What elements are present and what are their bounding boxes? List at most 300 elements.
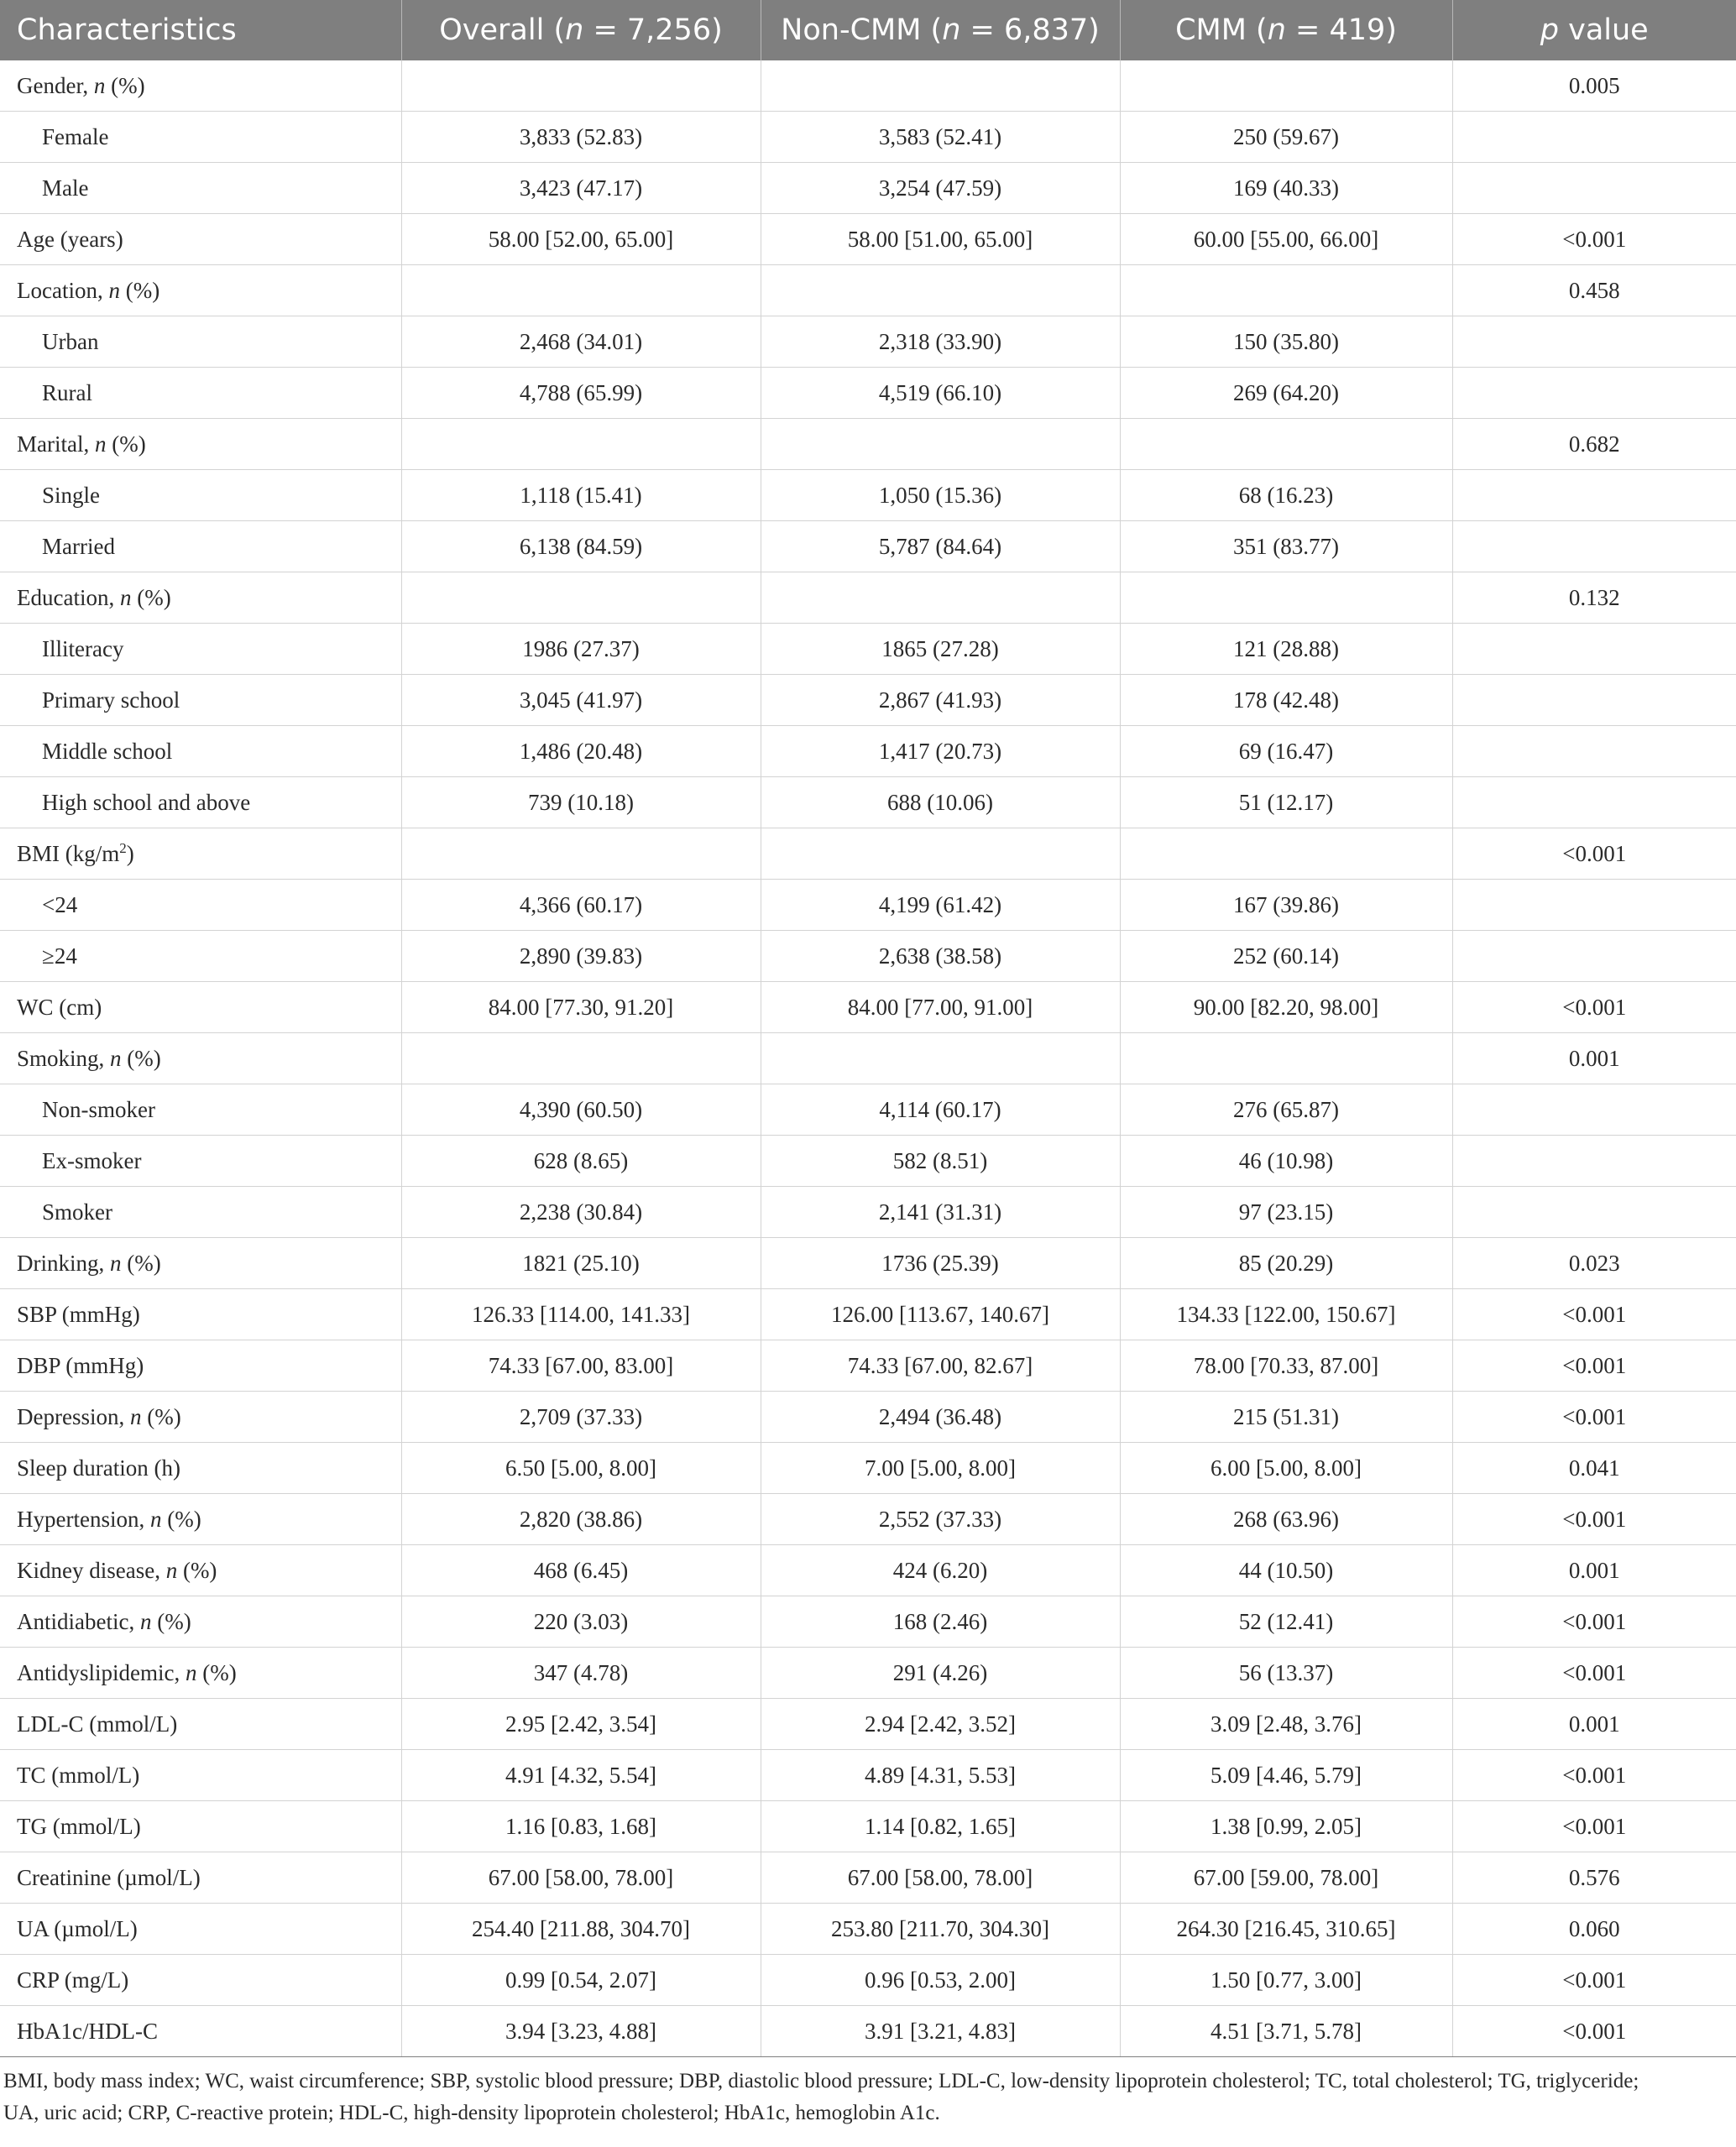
cell-overall: 220 (3.03) xyxy=(401,1596,761,1648)
cell-noncmm: 2,867 (41.93) xyxy=(761,675,1120,726)
row-label xyxy=(0,726,401,777)
cell-cmm: 97 (23.15) xyxy=(1120,1187,1452,1238)
table-row xyxy=(0,112,1736,163)
cell-cmm: 351 (83.77) xyxy=(1120,521,1452,572)
row-label-text: Illiteracy xyxy=(42,635,124,661)
table-row xyxy=(0,931,1736,982)
header-characteristics xyxy=(0,0,401,60)
cell-overall: 1,118 (15.41) xyxy=(401,470,761,521)
row-label xyxy=(0,982,401,1033)
cell-cmm xyxy=(1120,265,1452,316)
footnote-line-1: BMI, body mass index; WC, waist circumference; SBP, systolic blood pressure; DBP, diastolic blood pressure; LDL-C, low-density lipoprotein cholesterol; TC, total cholesterol; TG, triglyceride; xyxy=(3,2070,1639,2092)
cell-cmm: 269 (64.20) xyxy=(1120,368,1452,419)
row-label-text: TG (mmol/L) xyxy=(17,1813,141,1839)
cell-overall xyxy=(401,572,761,624)
cell-cmm: 52 (12.41) xyxy=(1120,1596,1452,1648)
table-row xyxy=(0,1392,1736,1443)
cell-overall: 0.99 [0.54, 2.07] xyxy=(401,1955,761,2006)
cell-overall: 4.91 [4.32, 5.54] xyxy=(401,1750,761,1801)
cell-p-value xyxy=(1452,880,1736,931)
cell-cmm xyxy=(1120,419,1452,470)
row-label xyxy=(0,1955,401,2006)
cell-p-value xyxy=(1452,1187,1736,1238)
row-label-text: Depression, xyxy=(17,1403,130,1429)
table-row xyxy=(0,1904,1736,1955)
table-row xyxy=(0,1494,1736,1545)
row-label xyxy=(0,470,401,521)
row-label-text: Marital, xyxy=(17,431,95,457)
row-label xyxy=(0,1443,401,1494)
row-label xyxy=(0,1494,401,1545)
row-label xyxy=(0,1648,401,1699)
cell-cmm: 121 (28.88) xyxy=(1120,624,1452,675)
cell-p-value xyxy=(1452,726,1736,777)
row-label xyxy=(0,1187,401,1238)
cell-p-value: 0.041 xyxy=(1452,1443,1736,1494)
cell-p-value xyxy=(1452,112,1736,163)
cell-p-value xyxy=(1452,163,1736,214)
row-label-n: n xyxy=(129,1403,142,1429)
cell-cmm: 167 (39.86) xyxy=(1120,880,1452,931)
header-overall-pre: Overall ( xyxy=(439,13,566,47)
cell-p-value: <0.001 xyxy=(1452,1392,1736,1443)
cell-cmm xyxy=(1120,828,1452,880)
header-overall xyxy=(401,0,761,60)
cell-noncmm: 2.94 [2.42, 3.52] xyxy=(761,1699,1120,1750)
table-row xyxy=(0,265,1736,316)
row-label-suffix: ) xyxy=(126,841,134,866)
cell-overall: 2,820 (38.86) xyxy=(401,1494,761,1545)
row-label-text: Location, xyxy=(17,277,109,303)
cell-cmm: 4.51 [3.71, 5.78] xyxy=(1120,2006,1452,2057)
row-label-suffix: (%) xyxy=(177,1557,217,1583)
cell-overall: 628 (8.65) xyxy=(401,1136,761,1187)
cell-p-value: 0.060 xyxy=(1452,1904,1736,1955)
cell-noncmm xyxy=(761,265,1120,316)
row-label xyxy=(0,112,401,163)
cell-p-value xyxy=(1452,1136,1736,1187)
cell-overall: 1986 (27.37) xyxy=(401,624,761,675)
row-label-text: Antidiabetic, xyxy=(17,1608,140,1634)
cell-cmm: 264.30 [216.45, 310.65] xyxy=(1120,1904,1452,1955)
row-label xyxy=(0,777,401,828)
header-noncmm xyxy=(761,0,1120,60)
row-label xyxy=(0,1084,401,1136)
table-row xyxy=(0,368,1736,419)
row-label-text: WC (cm) xyxy=(17,994,102,1020)
row-label-text: HbA1c/HDL-C xyxy=(17,2018,158,2044)
table-row xyxy=(0,1187,1736,1238)
cell-noncmm: 1865 (27.28) xyxy=(761,624,1120,675)
row-label xyxy=(0,931,401,982)
row-label-n: n xyxy=(110,1250,122,1276)
cell-cmm: 56 (13.37) xyxy=(1120,1648,1452,1699)
cell-cmm: 252 (60.14) xyxy=(1120,931,1452,982)
cell-cmm: 78.00 [70.33, 87.00] xyxy=(1120,1340,1452,1392)
row-label xyxy=(0,1852,401,1904)
cell-noncmm xyxy=(761,572,1120,624)
row-label-suffix: (%) xyxy=(105,72,145,98)
cell-cmm xyxy=(1120,1033,1452,1084)
cell-overall xyxy=(401,419,761,470)
table-row xyxy=(0,1136,1736,1187)
cell-p-value: <0.001 xyxy=(1452,1596,1736,1648)
row-label-text: Rural xyxy=(42,379,92,405)
cell-noncmm: 2,638 (38.58) xyxy=(761,931,1120,982)
row-label xyxy=(0,163,401,214)
cell-p-value: 0.682 xyxy=(1452,419,1736,470)
cell-noncmm xyxy=(761,828,1120,880)
row-label-text: Gender, xyxy=(17,72,94,98)
table-row xyxy=(0,1955,1736,2006)
cell-noncmm: 84.00 [77.00, 91.00] xyxy=(761,982,1120,1033)
header-overall-n: n xyxy=(565,13,584,47)
row-label-suffix: (%) xyxy=(196,1659,237,1685)
cell-noncmm: 58.00 [51.00, 65.00] xyxy=(761,214,1120,265)
row-label-text: Antidyslipidemic, xyxy=(17,1659,186,1685)
cell-p-value: <0.001 xyxy=(1452,982,1736,1033)
row-label xyxy=(0,1904,401,1955)
cell-overall: 1.16 [0.83, 1.68] xyxy=(401,1801,761,1852)
table-row xyxy=(0,675,1736,726)
cell-noncmm: 74.33 [67.00, 82.67] xyxy=(761,1340,1120,1392)
cell-noncmm: 582 (8.51) xyxy=(761,1136,1120,1187)
cell-cmm: 169 (40.33) xyxy=(1120,163,1452,214)
table-row xyxy=(0,1801,1736,1852)
table-row xyxy=(0,1545,1736,1596)
cell-noncmm: 5,787 (84.64) xyxy=(761,521,1120,572)
table-row xyxy=(0,521,1736,572)
row-label xyxy=(0,624,401,675)
cell-noncmm: 126.00 [113.67, 140.67] xyxy=(761,1289,1120,1340)
row-label xyxy=(0,1340,401,1392)
table-row xyxy=(0,572,1736,624)
cell-overall: 84.00 [77.30, 91.20] xyxy=(401,982,761,1033)
cell-p-value: 0.001 xyxy=(1452,1545,1736,1596)
table-row xyxy=(0,1033,1736,1084)
cell-overall: 2,709 (37.33) xyxy=(401,1392,761,1443)
cell-cmm: 85 (20.29) xyxy=(1120,1238,1452,1289)
row-label xyxy=(0,1238,401,1289)
cell-overall: 3.94 [3.23, 4.88] xyxy=(401,2006,761,2057)
cell-cmm: 6.00 [5.00, 8.00] xyxy=(1120,1443,1452,1494)
row-label-text: Middle school xyxy=(42,738,173,764)
cell-noncmm: 2,552 (37.33) xyxy=(761,1494,1120,1545)
row-label-text: Kidney disease, xyxy=(17,1557,166,1583)
cell-overall: 347 (4.78) xyxy=(401,1648,761,1699)
row-label xyxy=(0,1136,401,1187)
cell-p-value xyxy=(1452,1084,1736,1136)
table-row xyxy=(0,880,1736,931)
cell-cmm: 69 (16.47) xyxy=(1120,726,1452,777)
cell-p-value: <0.001 xyxy=(1452,1494,1736,1545)
row-label xyxy=(0,1801,401,1852)
table-row xyxy=(0,828,1736,880)
cell-overall: 58.00 [52.00, 65.00] xyxy=(401,214,761,265)
row-label-text: LDL-C (mmol/L) xyxy=(17,1711,178,1737)
cell-p-value: 0.576 xyxy=(1452,1852,1736,1904)
cell-cmm: 44 (10.50) xyxy=(1120,1545,1452,1596)
cell-noncmm: 253.80 [211.70, 304.30] xyxy=(761,1904,1120,1955)
cell-cmm: 134.33 [122.00, 150.67] xyxy=(1120,1289,1452,1340)
row-label-suffix: (%) xyxy=(119,277,160,303)
cell-noncmm: 2,141 (31.31) xyxy=(761,1187,1120,1238)
cell-cmm: 3.09 [2.48, 3.76] xyxy=(1120,1699,1452,1750)
cell-p-value: 0.023 xyxy=(1452,1238,1736,1289)
cell-cmm: 67.00 [59.00, 78.00] xyxy=(1120,1852,1452,1904)
header-cmm xyxy=(1120,0,1452,60)
row-label xyxy=(0,419,401,470)
cell-cmm: 250 (59.67) xyxy=(1120,112,1452,163)
row-label xyxy=(0,1033,401,1084)
row-label-text: SBP (mmHg) xyxy=(17,1301,140,1327)
cell-p-value xyxy=(1452,521,1736,572)
cell-cmm xyxy=(1120,60,1452,112)
cell-p-value: <0.001 xyxy=(1452,1750,1736,1801)
row-label-text: Creatinine (µmol/L) xyxy=(17,1864,201,1890)
cell-cmm: 46 (10.98) xyxy=(1120,1136,1452,1187)
row-label xyxy=(0,1699,401,1750)
row-label-text: Primary school xyxy=(42,687,180,713)
table-row xyxy=(0,2006,1736,2057)
row-label xyxy=(0,1289,401,1340)
cell-overall: 1821 (25.10) xyxy=(401,1238,761,1289)
row-label-suffix: (%) xyxy=(151,1608,191,1634)
cell-noncmm: 1,050 (15.36) xyxy=(761,470,1120,521)
row-label-sup: 2 xyxy=(119,840,127,856)
cell-p-value: <0.001 xyxy=(1452,828,1736,880)
cell-noncmm: 4,199 (61.42) xyxy=(761,880,1120,931)
cell-overall: 2.95 [2.42, 3.54] xyxy=(401,1699,761,1750)
cell-p-value: 0.001 xyxy=(1452,1699,1736,1750)
table-row xyxy=(0,624,1736,675)
table-row xyxy=(0,1852,1736,1904)
cell-noncmm: 1.14 [0.82, 1.65] xyxy=(761,1801,1120,1852)
cell-noncmm: 424 (6.20) xyxy=(761,1545,1120,1596)
cell-noncmm: 688 (10.06) xyxy=(761,777,1120,828)
row-label-text: UA (µmol/L) xyxy=(17,1915,138,1941)
cell-p-value xyxy=(1452,931,1736,982)
cell-overall: 126.33 [114.00, 141.33] xyxy=(401,1289,761,1340)
cell-overall: 67.00 [58.00, 78.00] xyxy=(401,1852,761,1904)
row-label-text: BMI (kg/m xyxy=(17,841,120,866)
header-noncmm-pre: Non-CMM ( xyxy=(781,13,943,47)
cell-noncmm: 1,417 (20.73) xyxy=(761,726,1120,777)
cell-p-value xyxy=(1452,368,1736,419)
cell-noncmm: 2,494 (36.48) xyxy=(761,1392,1120,1443)
row-label-text: Drinking, xyxy=(17,1250,110,1276)
row-label xyxy=(0,572,401,624)
row-label-text: Education, xyxy=(17,584,120,610)
row-label xyxy=(0,1545,401,1596)
cell-p-value: <0.001 xyxy=(1452,214,1736,265)
cell-p-value xyxy=(1452,316,1736,368)
table-row xyxy=(0,470,1736,521)
table-row xyxy=(0,1340,1736,1392)
row-label-suffix: (%) xyxy=(121,1250,161,1276)
table-row xyxy=(0,163,1736,214)
row-label xyxy=(0,880,401,931)
cell-cmm: 68 (16.23) xyxy=(1120,470,1452,521)
header-cmm-pre: CMM ( xyxy=(1175,13,1268,47)
cell-p-value: <0.001 xyxy=(1452,1648,1736,1699)
table-row xyxy=(0,1750,1736,1801)
cell-p-value xyxy=(1452,777,1736,828)
cell-p-value: 0.458 xyxy=(1452,265,1736,316)
cell-noncmm: 7.00 [5.00, 8.00] xyxy=(761,1443,1120,1494)
cell-p-value: 0.001 xyxy=(1452,1033,1736,1084)
cell-noncmm: 4,114 (60.17) xyxy=(761,1084,1120,1136)
row-label-n: n xyxy=(94,431,107,457)
cell-noncmm: 168 (2.46) xyxy=(761,1596,1120,1648)
header-cmm-post: = 419) xyxy=(1285,13,1397,47)
cell-overall: 468 (6.45) xyxy=(401,1545,761,1596)
row-label-text: Male xyxy=(42,175,89,201)
cell-overall: 1,486 (20.48) xyxy=(401,726,761,777)
cell-p-value xyxy=(1452,675,1736,726)
header-p-value xyxy=(1452,0,1736,60)
cell-p-value: 0.005 xyxy=(1452,60,1736,112)
row-label-text: Non-smoker xyxy=(42,1096,155,1122)
row-label-n: n xyxy=(139,1608,152,1634)
cell-noncmm: 3,254 (47.59) xyxy=(761,163,1120,214)
cell-cmm: 268 (63.96) xyxy=(1120,1494,1452,1545)
header-cmm-n: n xyxy=(1267,13,1286,47)
cell-p-value: <0.001 xyxy=(1452,1955,1736,2006)
table-row xyxy=(0,1289,1736,1340)
cell-cmm: 60.00 [55.00, 66.00] xyxy=(1120,214,1452,265)
row-label-n: n xyxy=(185,1659,197,1685)
cell-p-value: <0.001 xyxy=(1452,1340,1736,1392)
cell-noncmm xyxy=(761,1033,1120,1084)
cell-cmm: 1.50 [0.77, 3.00] xyxy=(1120,1955,1452,2006)
row-label-text: Sleep duration (h) xyxy=(17,1455,180,1481)
table-row xyxy=(0,1084,1736,1136)
cell-overall xyxy=(401,828,761,880)
cell-noncmm: 0.96 [0.53, 2.00] xyxy=(761,1955,1120,2006)
cell-overall: 739 (10.18) xyxy=(401,777,761,828)
cell-p-value: <0.001 xyxy=(1452,2006,1736,2057)
cell-overall xyxy=(401,1033,761,1084)
row-label-n: n xyxy=(119,584,132,610)
row-label-suffix: (%) xyxy=(121,1045,161,1071)
row-label-n: n xyxy=(149,1506,162,1532)
row-label-text: High school and above xyxy=(42,789,251,815)
row-label-text: <24 xyxy=(42,891,78,917)
cell-noncmm: 4.89 [4.31, 5.53] xyxy=(761,1750,1120,1801)
row-label-suffix: (%) xyxy=(161,1506,201,1532)
cell-cmm: 90.00 [82.20, 98.00] xyxy=(1120,982,1452,1033)
cell-cmm: 5.09 [4.46, 5.79] xyxy=(1120,1750,1452,1801)
row-label xyxy=(0,214,401,265)
table-row xyxy=(0,419,1736,470)
cell-overall: 4,390 (60.50) xyxy=(401,1084,761,1136)
cell-cmm: 276 (65.87) xyxy=(1120,1084,1452,1136)
row-label-text: Age (years) xyxy=(17,226,123,252)
cell-cmm: 215 (51.31) xyxy=(1120,1392,1452,1443)
cell-overall: 2,238 (30.84) xyxy=(401,1187,761,1238)
cell-noncmm xyxy=(761,419,1120,470)
cell-cmm xyxy=(1120,572,1452,624)
row-label xyxy=(0,368,401,419)
cell-overall: 4,366 (60.17) xyxy=(401,880,761,931)
header-characteristics-label: Characteristics xyxy=(17,13,237,47)
row-label-text: Single xyxy=(42,482,101,508)
row-label xyxy=(0,265,401,316)
cell-noncmm xyxy=(761,60,1120,112)
row-label-text: Hypertension, xyxy=(17,1506,150,1532)
row-label xyxy=(0,60,401,112)
cell-overall: 74.33 [67.00, 83.00] xyxy=(401,1340,761,1392)
cell-noncmm: 1736 (25.39) xyxy=(761,1238,1120,1289)
row-label-text: DBP (mmHg) xyxy=(17,1352,144,1378)
cell-overall: 2,468 (34.01) xyxy=(401,316,761,368)
row-label xyxy=(0,316,401,368)
cell-noncmm: 4,519 (66.10) xyxy=(761,368,1120,419)
row-label xyxy=(0,521,401,572)
cell-noncmm: 2,318 (33.90) xyxy=(761,316,1120,368)
row-label-text: Ex-smoker xyxy=(42,1147,142,1173)
cell-overall: 3,045 (41.97) xyxy=(401,675,761,726)
cell-noncmm: 3,583 (52.41) xyxy=(761,112,1120,163)
cell-overall xyxy=(401,60,761,112)
header-noncmm-n: n xyxy=(942,13,961,47)
row-label-text: CRP (mg/L) xyxy=(17,1967,129,1993)
header-p-post: value xyxy=(1558,13,1649,47)
table-row xyxy=(0,777,1736,828)
row-label xyxy=(0,1596,401,1648)
cell-noncmm: 67.00 [58.00, 78.00] xyxy=(761,1852,1120,1904)
table-row xyxy=(0,726,1736,777)
row-label-n: n xyxy=(108,277,120,303)
row-label xyxy=(0,1750,401,1801)
cell-overall: 4,788 (65.99) xyxy=(401,368,761,419)
row-label-suffix: (%) xyxy=(106,431,146,457)
row-label xyxy=(0,675,401,726)
cell-overall: 6.50 [5.00, 8.00] xyxy=(401,1443,761,1494)
row-label-suffix: (%) xyxy=(131,584,171,610)
row-label-text: Urban xyxy=(42,328,99,354)
cell-overall: 3,423 (47.17) xyxy=(401,163,761,214)
row-label-text: ≥24 xyxy=(42,943,77,969)
cell-cmm: 1.38 [0.99, 2.05] xyxy=(1120,1801,1452,1852)
row-label-n: n xyxy=(93,72,106,98)
row-label-text: Married xyxy=(42,533,115,559)
footnote-line-2: UA, uric acid; CRP, C-reactive protein; HDL-C, high-density lipoprotein cholesterol; HbA1c, hemoglobin A1c. xyxy=(3,2102,940,2124)
cell-p-value xyxy=(1452,470,1736,521)
row-label-text: Smoking, xyxy=(17,1045,111,1071)
table-header xyxy=(0,0,1736,60)
row-label-n: n xyxy=(165,1557,178,1583)
row-label-text: Female xyxy=(42,123,109,149)
cell-overall: 254.40 [211.88, 304.70] xyxy=(401,1904,761,1955)
row-label-n: n xyxy=(110,1045,122,1071)
cell-overall: 3,833 (52.83) xyxy=(401,112,761,163)
table-footnote xyxy=(0,2057,1736,2129)
cell-cmm: 178 (42.48) xyxy=(1120,675,1452,726)
cell-p-value: <0.001 xyxy=(1452,1801,1736,1852)
cell-overall: 2,890 (39.83) xyxy=(401,931,761,982)
table-row xyxy=(0,1648,1736,1699)
cell-p-value: <0.001 xyxy=(1452,1289,1736,1340)
row-label-text: TC (mmol/L) xyxy=(17,1762,140,1788)
cell-p-value xyxy=(1452,624,1736,675)
header-p-ital: p xyxy=(1540,13,1559,47)
table-row xyxy=(0,1699,1736,1750)
row-label-text: Smoker xyxy=(42,1199,112,1225)
cell-noncmm: 3.91 [3.21, 4.83] xyxy=(761,2006,1120,2057)
header-row xyxy=(0,0,1736,60)
